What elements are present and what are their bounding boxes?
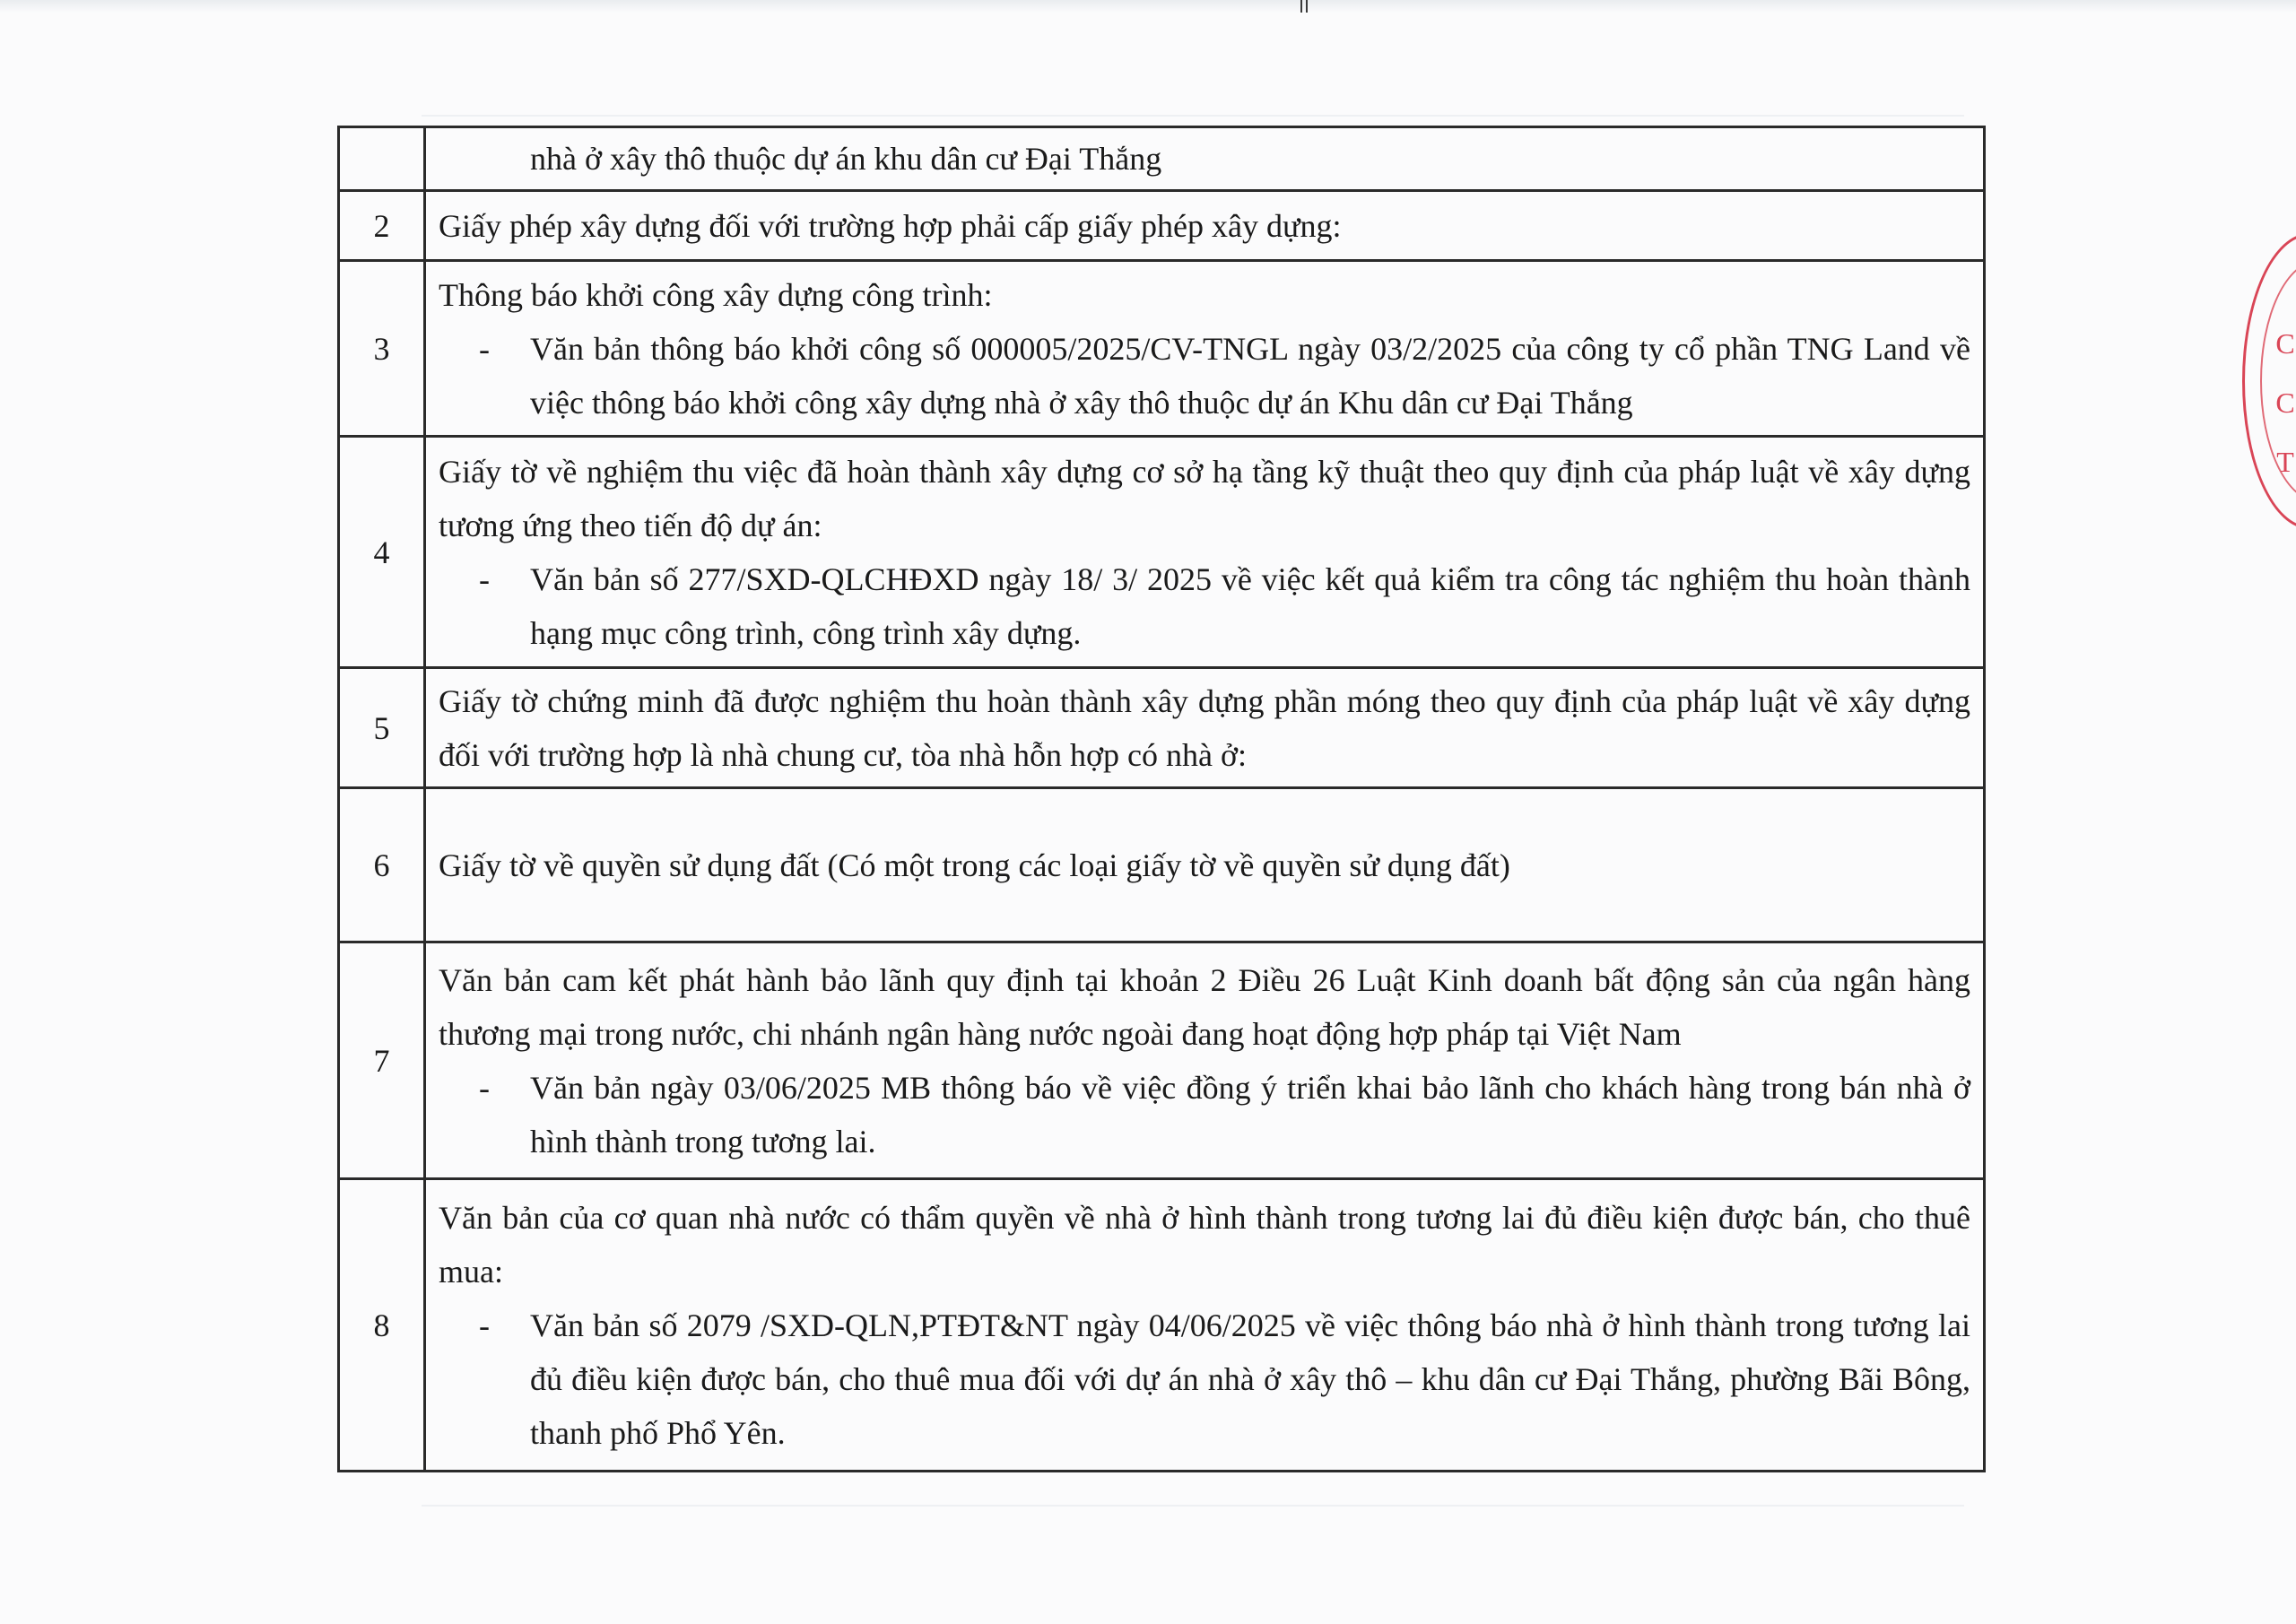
bullet-dash: - [479, 560, 490, 597]
table-row [339, 127, 1985, 191]
bullet-text: Văn bản ngày 03/06/2025 MB thông báo về việc đồng ý triển khai bảo lãnh cho khách hàng trong bán nhà ở hình thành trong tương lai. [530, 1069, 1970, 1159]
table-row [339, 261, 1985, 437]
row-number [339, 127, 425, 191]
table-row [339, 437, 1985, 668]
row-content [425, 788, 1985, 942]
row-number: 7 [339, 942, 425, 1179]
scan-top-edge [0, 0, 2296, 13]
seal-letter: T [2276, 446, 2294, 478]
red-seal-letters [2274, 314, 2296, 491]
row-number: 4 [339, 437, 425, 668]
row-content [425, 191, 1985, 261]
scan-edge-mark [1306, 0, 1308, 13]
paragraph: Giấy tờ chứng minh đã được nghiệm thu hoàn thành xây dựng phần móng theo quy định của pháp luật về xây dựng đối với trường hợp là nhà chung cư, tòa nhà hỗn hợp có nhà ở: [439, 682, 1970, 773]
bullet-dash: - [479, 1069, 490, 1106]
bleed-through-line [422, 1505, 1964, 1507]
scan-edge-mark [1300, 0, 1302, 13]
paragraph: Giấy tờ về nghiệm thu việc đã hoàn thành xây dựng cơ sở hạ tầng kỹ thuật theo quy định của pháp luật về xây dựng tương ứng theo tiến độ dự án: [439, 453, 1970, 543]
row-content [425, 1179, 1985, 1472]
row-content [425, 261, 1985, 437]
row-content [425, 942, 1985, 1179]
bullet-item [439, 1298, 1970, 1460]
row-number: 8 [339, 1179, 425, 1472]
paragraph: Văn bản cam kết phát hành bảo lãnh quy định tại khoản 2 Điều 26 Luật Kinh doanh bất động sản của ngân hàng thương mại trong nước, chi nhánh ngân hàng nước ngoài đang hoạt động hợp pháp tại Việt Nam [439, 961, 1970, 1052]
table-row [339, 668, 1985, 788]
table-row [339, 1179, 1985, 1472]
bullet-dash: - [479, 330, 490, 367]
row-content [425, 437, 1985, 668]
paragraph: Giấy phép xây dựng đối với trường hợp phải cấp giấy phép xây dựng: [439, 207, 1342, 244]
bullet-item [439, 552, 1970, 660]
requirements-table [337, 126, 1986, 1472]
row-content [425, 127, 1985, 191]
table-row [339, 191, 1985, 261]
paragraph: Văn bản của cơ quan nhà nước có thẩm quyền về nhà ở hình thành trong tương lai đủ điều kiện được bán, cho thuê mua: [439, 1199, 1970, 1290]
seal-letter: C [2275, 386, 2295, 419]
bullet-text: Văn bản thông báo khởi công số 000005/2025/CV-TNGL ngày 03/2/2025 của công ty cổ phần TNG Land về việc thông báo khởi công xây dựng nhà ở xây thô thuộc dự án Khu dân cư Đại Thắng [530, 330, 1970, 421]
row-number: 6 [339, 788, 425, 942]
row-content [425, 668, 1985, 788]
bullet-item [439, 1061, 1970, 1168]
bullet-text: Văn bản số 277/SXD-QLCHĐXD ngày 18/ 3/ 2025 về việc kết quả kiểm tra công tác nghiệm thu hoàn thành hạng mục công trình, công trình xây dựng. [530, 560, 1970, 651]
table-row [339, 788, 1985, 942]
seal-letter: C [2275, 327, 2295, 360]
row-number: 5 [339, 668, 425, 788]
bullet-text: Văn bản số 2079 /SXD-QLN,PTĐT&NT ngày 04/06/2025 về việc thông báo nhà ở hình thành trong tương lai đủ điều kiện được bán, cho thuê mua đối với dự án nhà ở xây thô – khu dân cư Đại Thắng, phường Bãi Bông, thanh phố Phổ Yên. [530, 1307, 1970, 1451]
table-row [339, 942, 1985, 1179]
bleed-through-line [422, 115, 1964, 117]
row-number: 2 [339, 191, 425, 261]
bullet-item [439, 322, 1970, 430]
continued-text: nhà ở xây thô thuộc dự án khu dân cư Đại Thắng [530, 141, 1162, 177]
paragraph: Thông báo khởi công xây dựng công trình: [439, 276, 993, 313]
bullet-dash: - [479, 1307, 490, 1343]
paragraph: Giấy tờ về quyền sử dụng đất (Có một trong các loại giấy tờ về quyền sử dụng đất) [439, 847, 1510, 883]
row-number: 3 [339, 261, 425, 437]
